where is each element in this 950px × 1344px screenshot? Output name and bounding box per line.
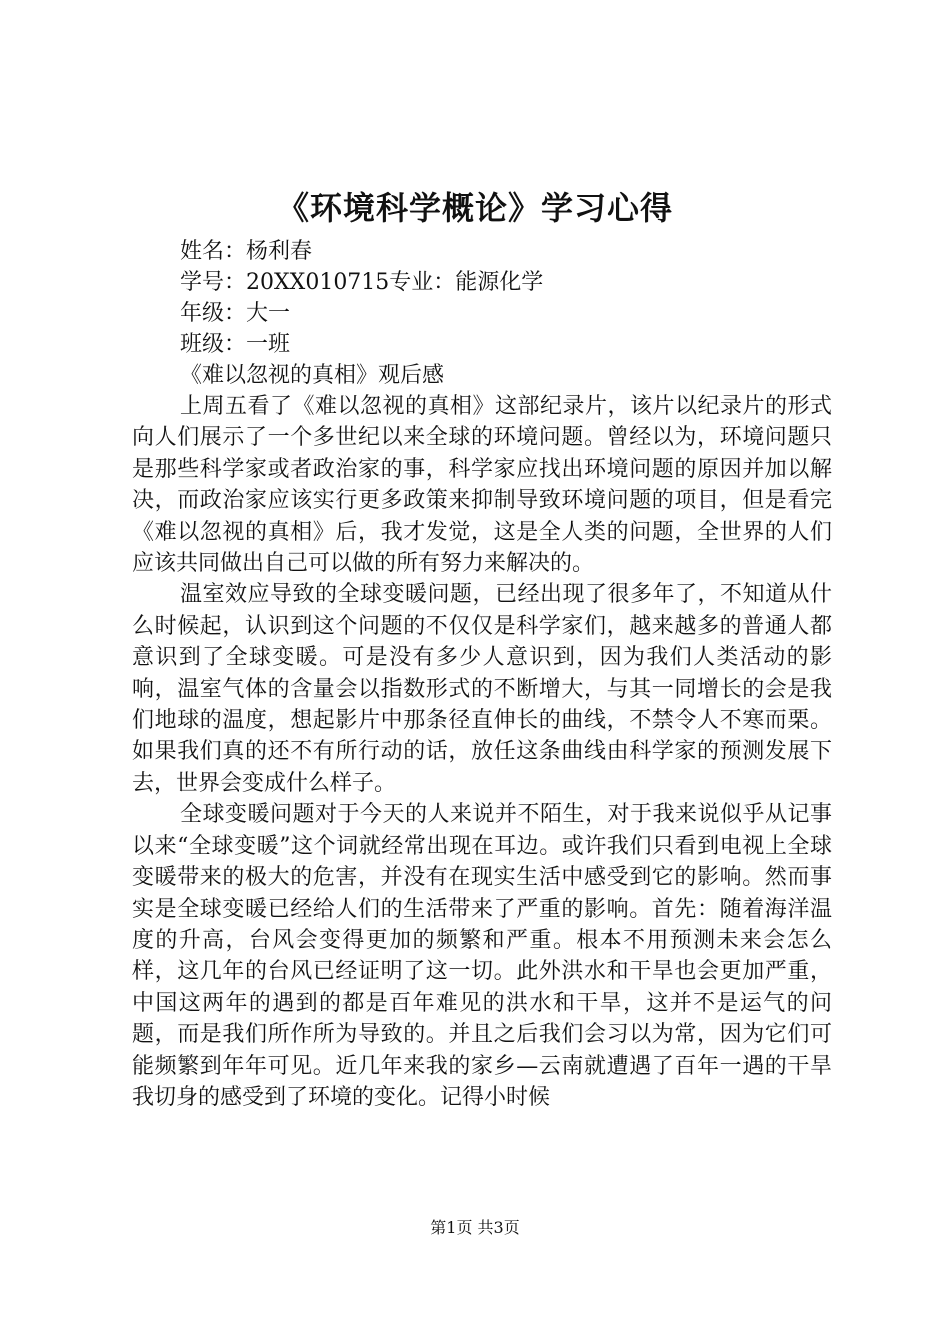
paragraph: 全球变暖问题对于今天的人来说并不陌生，对于我来说似乎从记事以来“全球变暖”这个词就经常出现在耳边。或许我们只看到电视上全球变暖带来的极大的危害，并没有在现实生活中感受到它的影响。然而事实是全球变暖已经给人们的生活带来了严重的影响。首先：随着海洋温度的升高，台风会变得更加的频繁和严重。根本不用预测未来会怎么样，这几年的台风已经证明了这一切。此外洪水和干旱也会更加严重，中国这两年的遇到的都是百年难见的洪水和干旱，这并不是运气的问题，而是我们所作所为导致的。并且之后我们会习以为常，因为它们可能频繁到年年可见。近几年来我的家乡—云南就遭遇了百年一遇的干旱我切身的感受到了环境的变化。记得小时候 [132, 802, 832, 1110]
student-info [180, 236, 543, 360]
paragraph: 上周五看了《难以忽视的真相》这部纪录片，该片以纪录片的形式向人们展示了一个多世纪以来全球的环境问题。曾经以为，环境问题只是那些科学家或者政治家的事，科学家应找出环境问题的原因并加以解决，而政治家应该实行更多政策来抑制导致环境问题的项目，但是看完《难以忽视的真相》后，我才发觉，这是全人类的问题，全世界的人们应该共同做出自己可以做的所有努力来解决的。 [132, 394, 832, 577]
essay-subtitle: 《难以忽视的真相》观后感 [180, 363, 445, 388]
student-grade: 年级：大一 [180, 301, 291, 326]
page-footer: 第1页 共3页 [430, 1218, 520, 1237]
essay-body [132, 391, 832, 1113]
paragraph: 温室效应导致的全球变暖问题，已经出现了很多年了，不知道从什么时候起，认识到这个问题的不仅仅是科学家们，越来越多的普通人都意识到了全球变暖。可是没有多少人意识到，因为我们人类活动的影响，温室气体的含量会以指数形式的不断增大，与其一同增长的会是我们地球的温度，想起影片中那条径直伸长的曲线，不禁令人不寒而栗。如果我们真的还不有所行动的话，放任这条曲线由科学家的预测发展下去，世界会变成什么样子。 [132, 582, 832, 796]
student-id-major: 学号：20XX010715专业：能源化学 [180, 270, 544, 295]
document-title: 《环境科学概论》学习心得 [276, 189, 673, 227]
student-class: 班级：一班 [180, 332, 291, 357]
student-name: 姓名：杨利春 [180, 239, 313, 264]
